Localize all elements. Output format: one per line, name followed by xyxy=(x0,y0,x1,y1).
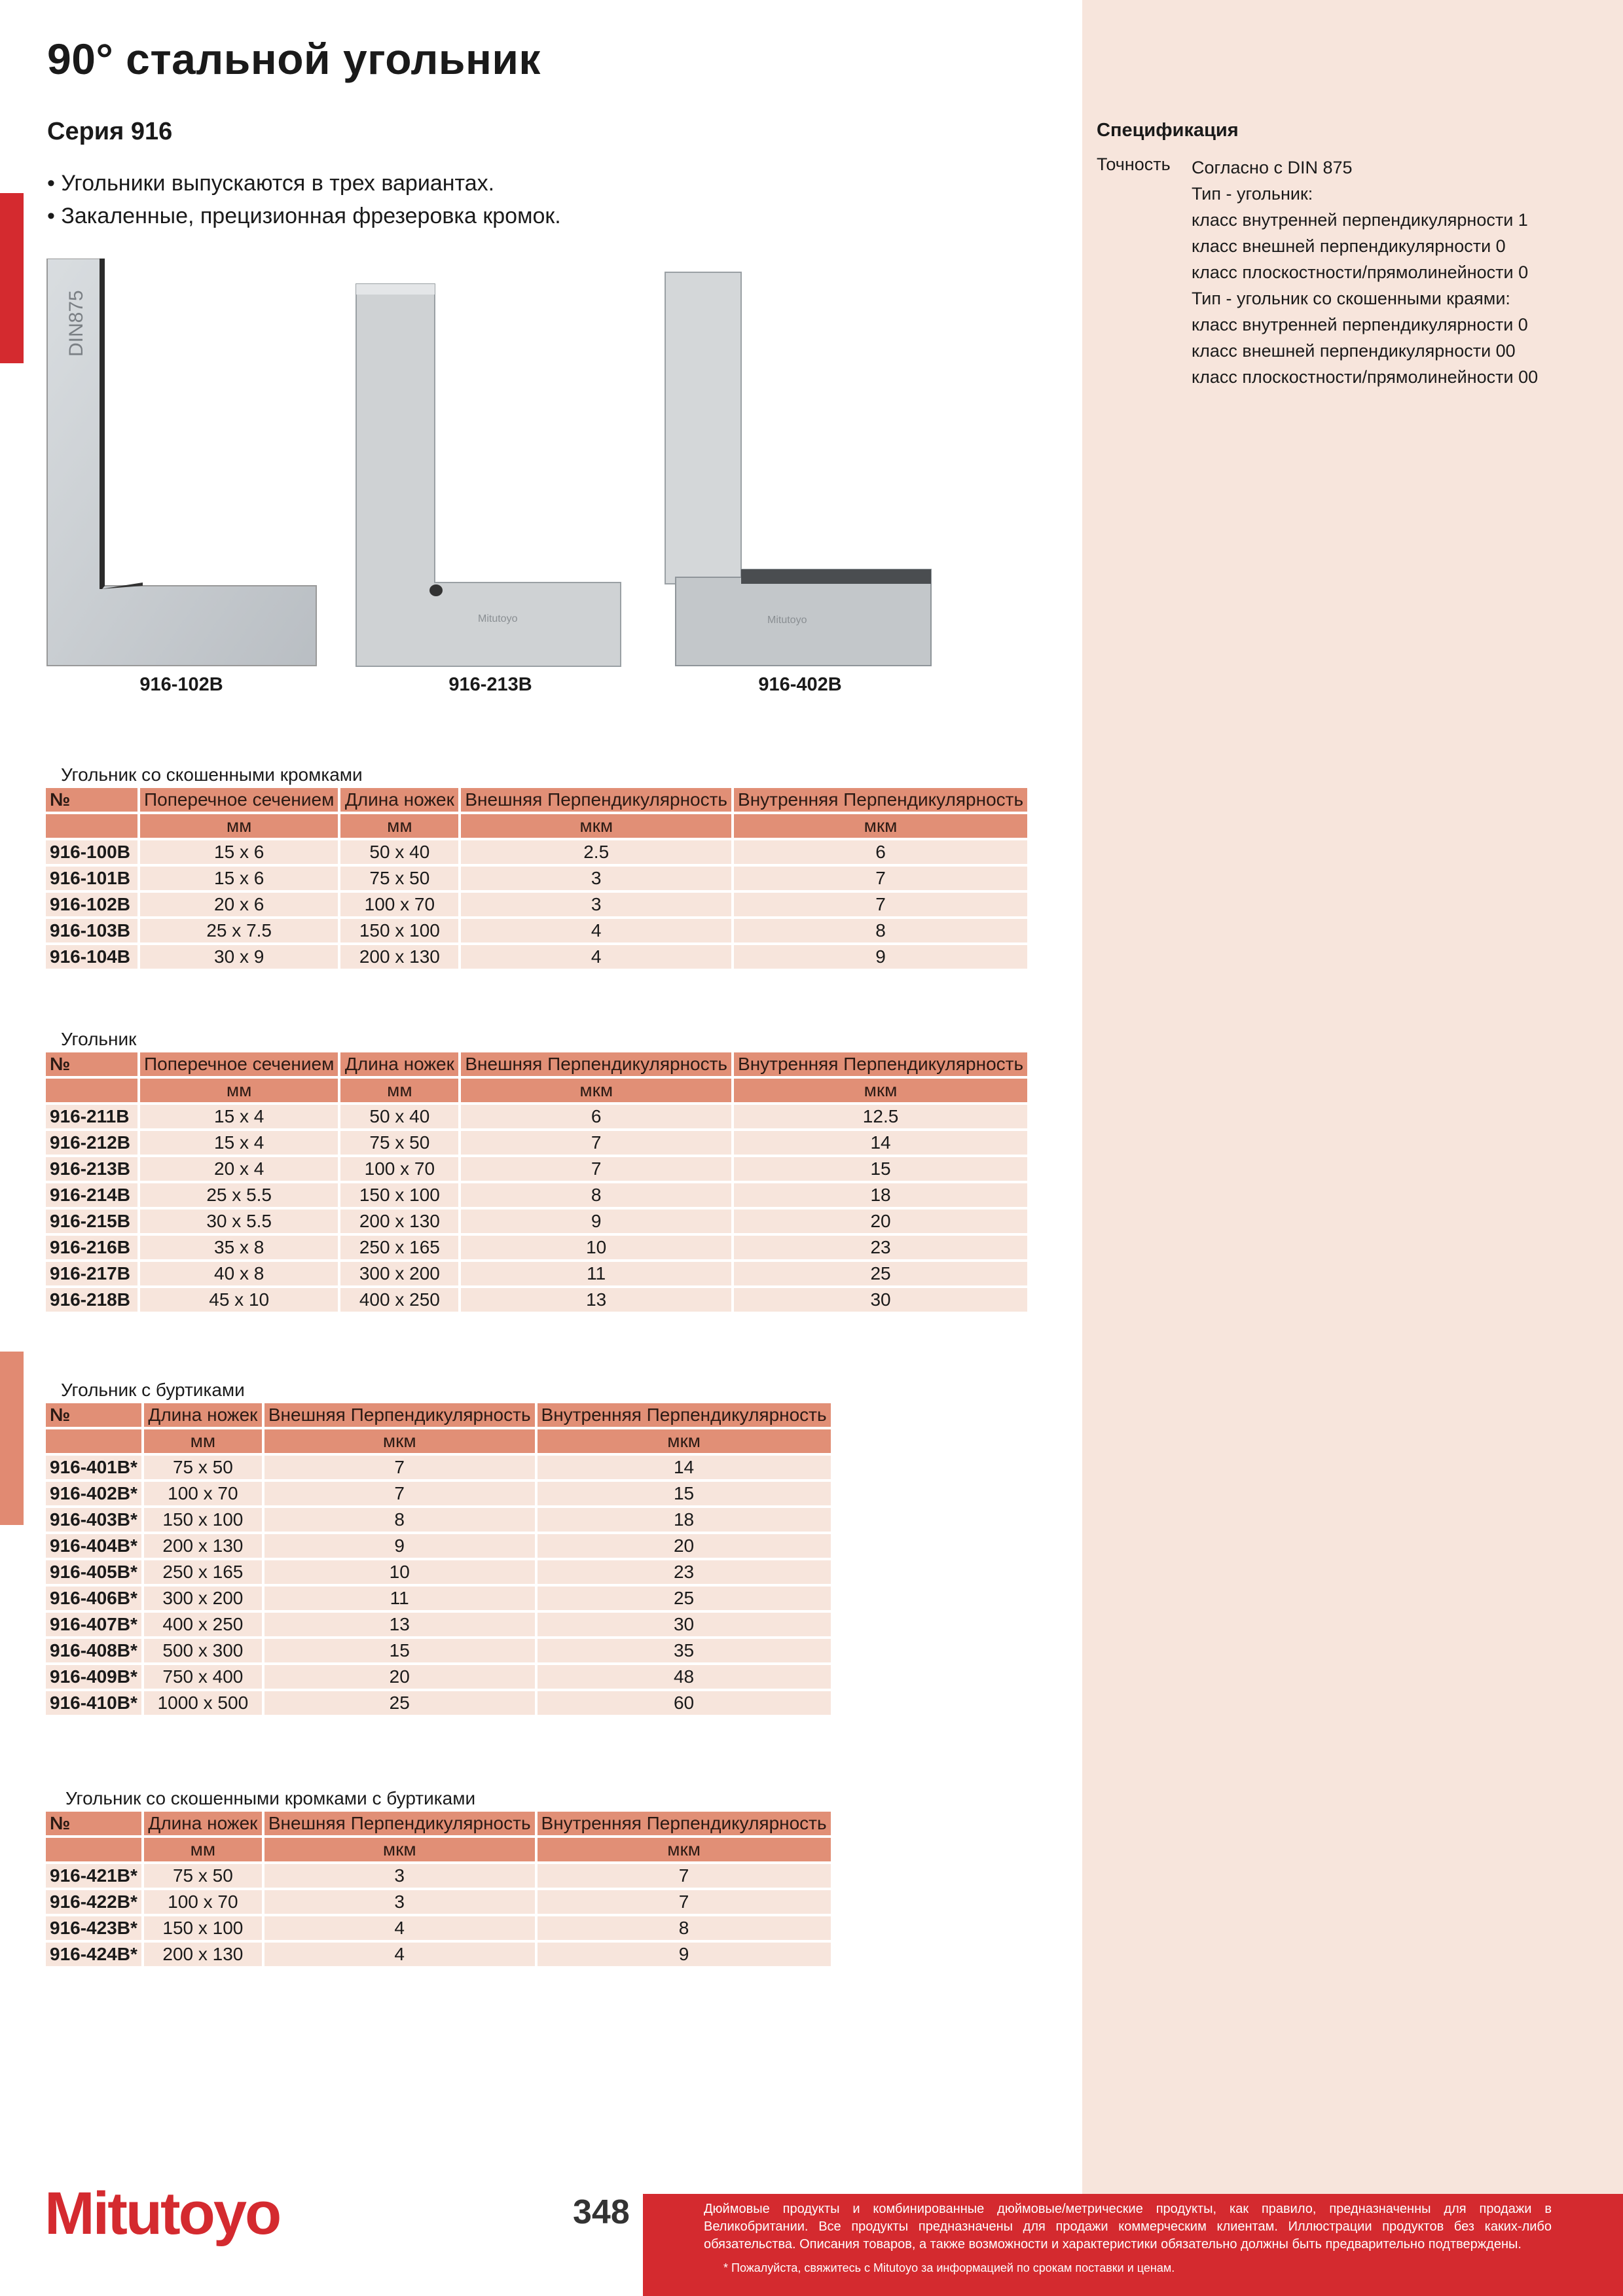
table-header-row xyxy=(46,814,1027,838)
spec-table-with-lugs xyxy=(43,1401,833,1717)
table-cell: 4 xyxy=(461,919,731,942)
header-unit-cell: мм xyxy=(140,814,338,838)
header-unit-cell: мм xyxy=(340,1079,458,1102)
table-cell: 20 xyxy=(734,1210,1027,1233)
table-row xyxy=(46,1560,831,1584)
footer-note: * Пожалуйста, свяжитесь с Mitutoyo за информацией по срокам поставки и ценам. xyxy=(723,2261,1175,2274)
section-tab-red xyxy=(0,193,24,363)
table-header-row xyxy=(46,788,1027,812)
table-caption: Угольник со скошенными кромками xyxy=(61,764,363,785)
table-cell: 13 xyxy=(264,1613,535,1636)
spec-table-beveled xyxy=(43,785,1030,971)
table-cell: 500 x 300 xyxy=(144,1639,262,1662)
table-cell: 8 xyxy=(734,919,1027,942)
table-cell: 25 x 7.5 xyxy=(140,919,338,942)
table-cell: 20 x 6 xyxy=(140,893,338,916)
feature-item: • Закаленные, прецизионная фрезеровка кромок. xyxy=(47,200,561,232)
model-cell: 916-218B xyxy=(46,1288,137,1312)
header-cell: Внутренняя Перпендикулярность xyxy=(538,1403,831,1427)
table-cell: 100 x 70 xyxy=(340,1157,458,1181)
table-row xyxy=(46,1288,1027,1312)
table-cell: 7 xyxy=(538,1890,831,1914)
table-cell: 25 xyxy=(538,1587,831,1610)
table-row xyxy=(46,1236,1027,1259)
table-row xyxy=(46,893,1027,916)
table-cell: 35 xyxy=(538,1639,831,1662)
table-row xyxy=(46,1482,831,1505)
table-header-row xyxy=(46,1429,831,1453)
model-cell: 916-421B* xyxy=(46,1864,141,1888)
table-cell: 14 xyxy=(538,1456,831,1479)
table-row xyxy=(46,1131,1027,1155)
brand-engraving: Mitutoyo xyxy=(478,613,518,624)
table-row xyxy=(46,1262,1027,1285)
table-cell: 15 x 4 xyxy=(140,1131,338,1155)
table-row xyxy=(46,1943,831,1966)
table-row xyxy=(46,840,1027,864)
header-cell: Длина ножек xyxy=(144,1812,262,1835)
product-photo-916-102B xyxy=(45,259,319,668)
model-cell: 916-104B xyxy=(46,945,137,969)
table-cell: 4 xyxy=(264,1916,535,1940)
model-cell: 916-424B* xyxy=(46,1943,141,1966)
table-cell: 20 x 4 xyxy=(140,1157,338,1181)
model-cell: 916-212B xyxy=(46,1131,137,1155)
table-cell: 35 x 8 xyxy=(140,1236,338,1259)
model-cell: 916-216B xyxy=(46,1236,137,1259)
table-row xyxy=(46,1691,831,1715)
table-cell: 3 xyxy=(461,893,731,916)
table-cell: 7 xyxy=(734,893,1027,916)
spec-line: Согласно с DIN 875 xyxy=(1192,158,1353,177)
header-cell: Внутренняя Перпендикулярность xyxy=(734,788,1027,812)
model-cell: 916-213B xyxy=(46,1157,137,1181)
table-cell: 12.5 xyxy=(734,1105,1027,1128)
product-label: 916-102B xyxy=(139,674,223,695)
table-row xyxy=(46,867,1027,890)
table-header-row xyxy=(46,1052,1027,1076)
model-cell: 916-102B xyxy=(46,893,137,916)
section-tab-salmon xyxy=(0,1352,24,1525)
table-cell: 23 xyxy=(538,1560,831,1584)
table-row xyxy=(46,1639,831,1662)
table-cell: 100 x 70 xyxy=(144,1890,262,1914)
table-cell: 8 xyxy=(538,1916,831,1940)
table-cell: 15 xyxy=(538,1482,831,1505)
table-row xyxy=(46,1183,1027,1207)
table-cell: 9 xyxy=(538,1943,831,1966)
table-caption: Угольник с буртиками xyxy=(61,1380,245,1400)
spec-lines xyxy=(1192,154,1538,390)
spec-line: класс внутренней перпендикулярности 0 xyxy=(1192,315,1528,334)
model-cell: 916-422B* xyxy=(46,1890,141,1914)
header-cell: Поперечное сечением xyxy=(140,1052,338,1076)
table-cell: 150 x 100 xyxy=(144,1508,262,1532)
header-unit-cell: мкм xyxy=(461,1079,731,1102)
table-cell: 30 xyxy=(734,1288,1027,1312)
model-cell: 916-402B* xyxy=(46,1482,141,1505)
table-cell: 3 xyxy=(264,1890,535,1914)
header-unit-cell: мкм xyxy=(264,1429,535,1453)
model-cell: 916-100B xyxy=(46,840,137,864)
table-cell: 250 x 165 xyxy=(144,1560,262,1584)
table-cell: 3 xyxy=(264,1864,535,1888)
model-cell: 916-401B* xyxy=(46,1456,141,1479)
table-cell: 300 x 200 xyxy=(144,1587,262,1610)
spec-line: класс внешней перпендикулярности 0 xyxy=(1192,236,1506,256)
table-cell: 4 xyxy=(264,1943,535,1966)
header-unit-cell xyxy=(46,1079,137,1102)
table-cell: 18 xyxy=(538,1508,831,1532)
table-cell: 6 xyxy=(461,1105,731,1128)
table-cell: 11 xyxy=(264,1587,535,1610)
table-cell: 40 x 8 xyxy=(140,1262,338,1285)
model-cell: 916-101B xyxy=(46,867,137,890)
brand-logo: Mitutoyo xyxy=(45,2180,280,2247)
header-unit-cell xyxy=(46,1838,141,1861)
table-cell: 20 xyxy=(264,1665,535,1689)
table-row xyxy=(46,1587,831,1610)
table-cell: 15 xyxy=(734,1157,1027,1181)
series-heading: Серия 916 xyxy=(47,118,173,145)
spec-line: класс внешней перпендикулярности 00 xyxy=(1192,341,1516,361)
header-unit-cell: мкм xyxy=(461,814,731,838)
table-cell: 2.5 xyxy=(461,840,731,864)
table-cell: 8 xyxy=(461,1183,731,1207)
table-cell: 30 xyxy=(538,1613,831,1636)
table-cell: 30 x 9 xyxy=(140,945,338,969)
spec-line: Тип - угольник: xyxy=(1192,184,1313,204)
table-cell: 18 xyxy=(734,1183,1027,1207)
model-cell: 916-211B xyxy=(46,1105,137,1128)
feature-item: • Угольники выпускаются в трех вариантах. xyxy=(47,167,561,200)
spec-accuracy-label: Точность xyxy=(1097,154,1171,174)
header-unit-cell: мм xyxy=(144,1429,262,1453)
table-cell: 15 xyxy=(264,1639,535,1662)
table-cell: 25 x 5.5 xyxy=(140,1183,338,1207)
table-cell: 200 x 130 xyxy=(340,1210,458,1233)
header-cell: Внутренняя Перпендикулярность xyxy=(538,1812,831,1835)
model-cell: 916-214B xyxy=(46,1183,137,1207)
table-cell: 23 xyxy=(734,1236,1027,1259)
product-photo-916-213B xyxy=(354,281,625,668)
header-unit-cell: мм xyxy=(144,1838,262,1861)
table-cell: 200 x 130 xyxy=(340,945,458,969)
footer-disclaimer: Дюймовые продукты и комбинированные дюймовые/метрические продукты, как правило, предназначенны для продажи в Великобритании. Все продукты предназначены для продажи коммерческим клиентам. Иллюстрации продуктов без каких-либо обязательства. Описания товаров, а также возможности и характеристики обязательно должны быть предварительно подтверждены. xyxy=(704,2202,1552,2251)
table-cell: 50 x 40 xyxy=(340,840,458,864)
model-cell: 916-405B* xyxy=(46,1560,141,1584)
header-cell: Длина ножек xyxy=(340,1052,458,1076)
product-label: 916-402B xyxy=(758,674,842,695)
header-unit-cell xyxy=(46,1429,141,1453)
table-row xyxy=(46,1508,831,1532)
table-row xyxy=(46,1157,1027,1181)
model-cell: 916-215B xyxy=(46,1210,137,1233)
spec-table-beveled-with-lugs xyxy=(43,1809,833,1969)
table-cell: 75 x 50 xyxy=(340,867,458,890)
header-cell: Внешняя Перпендикулярность xyxy=(264,1812,535,1835)
header-unit-cell: мкм xyxy=(734,814,1027,838)
product-photo-916-402B xyxy=(663,270,934,668)
table-header-row xyxy=(46,1403,831,1427)
table-cell: 100 x 70 xyxy=(144,1482,262,1505)
model-cell: 916-103B xyxy=(46,919,137,942)
header-unit-cell: мкм xyxy=(538,1838,831,1861)
table-cell: 100 x 70 xyxy=(340,893,458,916)
table-header-row xyxy=(46,1838,831,1861)
table-cell: 300 x 200 xyxy=(340,1262,458,1285)
spec-line: класс внутренней перпендикулярности 1 xyxy=(1192,210,1528,230)
header-unit-cell: мм xyxy=(140,1079,338,1102)
model-cell: 916-217B xyxy=(46,1262,137,1285)
table-row xyxy=(46,945,1027,969)
model-cell: 916-407B* xyxy=(46,1613,141,1636)
model-cell: 916-406B* xyxy=(46,1587,141,1610)
table-row xyxy=(46,1665,831,1689)
model-cell: 916-423B* xyxy=(46,1916,141,1940)
table-cell: 7 xyxy=(538,1864,831,1888)
table-cell: 250 x 165 xyxy=(340,1236,458,1259)
table-row xyxy=(46,1105,1027,1128)
header-unit-cell: мкм xyxy=(538,1429,831,1453)
table-cell: 8 xyxy=(264,1508,535,1532)
table-cell: 13 xyxy=(461,1288,731,1312)
model-cell: 916-409B* xyxy=(46,1665,141,1689)
table-header-row xyxy=(46,1812,831,1835)
table-row xyxy=(46,1890,831,1914)
table-cell: 1000 x 500 xyxy=(144,1691,262,1715)
table-cell: 15 x 6 xyxy=(140,867,338,890)
table-cell: 150 x 100 xyxy=(340,919,458,942)
table-cell: 10 xyxy=(461,1236,731,1259)
page-number: 348 xyxy=(573,2193,630,2231)
table-row xyxy=(46,1613,831,1636)
table-cell: 75 x 50 xyxy=(144,1864,262,1888)
table-cell: 25 xyxy=(734,1262,1027,1285)
table-cell: 7 xyxy=(461,1131,731,1155)
table-cell: 45 x 10 xyxy=(140,1288,338,1312)
table-cell: 25 xyxy=(264,1691,535,1715)
header-cell: Длина ножек xyxy=(144,1403,262,1427)
din-engraving: DIN875 xyxy=(65,290,87,357)
spec-line: Тип - угольник со скошенными краями: xyxy=(1192,289,1510,308)
table-cell: 4 xyxy=(461,945,731,969)
header-unit-cell: мкм xyxy=(264,1838,535,1861)
table-cell: 200 x 130 xyxy=(144,1943,262,1966)
header-cell: Внешняя Перпендикулярность xyxy=(461,788,731,812)
table-cell: 200 x 130 xyxy=(144,1534,262,1558)
table-caption: Угольник со скошенными кромками с буртиками xyxy=(65,1788,476,1808)
table-cell: 7 xyxy=(734,867,1027,890)
spec-title: Спецификация xyxy=(1097,120,1239,141)
model-cell: 916-404B* xyxy=(46,1534,141,1558)
table-row xyxy=(46,919,1027,942)
table-cell: 7 xyxy=(461,1157,731,1181)
table-cell: 20 xyxy=(538,1534,831,1558)
model-cell: 916-410B* xyxy=(46,1691,141,1715)
table-cell: 75 x 50 xyxy=(340,1131,458,1155)
table-cell: 150 x 100 xyxy=(340,1183,458,1207)
header-cell: № xyxy=(46,788,137,812)
spec-line: класс плоскостности/прямолинейности 0 xyxy=(1192,262,1529,282)
table-row xyxy=(46,1916,831,1940)
brand-engraving: Mitutoyo xyxy=(767,615,807,626)
table-cell: 15 x 6 xyxy=(140,840,338,864)
table-cell: 50 x 40 xyxy=(340,1105,458,1128)
header-cell: № xyxy=(46,1812,141,1835)
feature-list xyxy=(47,167,561,232)
table-cell: 75 x 50 xyxy=(144,1456,262,1479)
table-cell: 400 x 250 xyxy=(144,1613,262,1636)
table-cell: 10 xyxy=(264,1560,535,1584)
header-cell: Внешняя Перпендикулярность xyxy=(264,1403,535,1427)
header-cell: Поперечное сечением xyxy=(140,788,338,812)
table-header-row xyxy=(46,1079,1027,1102)
header-unit-cell: мм xyxy=(340,814,458,838)
header-cell: Длина ножек xyxy=(340,788,458,812)
table-cell: 11 xyxy=(461,1262,731,1285)
product-label: 916-213B xyxy=(448,674,532,695)
table-cell: 30 x 5.5 xyxy=(140,1210,338,1233)
table-cell: 750 x 400 xyxy=(144,1665,262,1689)
table-cell: 3 xyxy=(461,867,731,890)
header-unit-cell xyxy=(46,814,137,838)
table-row xyxy=(46,1210,1027,1233)
table-cell: 7 xyxy=(264,1482,535,1505)
table-cell: 9 xyxy=(461,1210,731,1233)
table-row xyxy=(46,1456,831,1479)
table-cell: 6 xyxy=(734,840,1027,864)
table-row xyxy=(46,1864,831,1888)
spec-line: класс плоскостности/прямолинейности 00 xyxy=(1192,367,1539,387)
table-cell: 60 xyxy=(538,1691,831,1715)
table-cell: 14 xyxy=(734,1131,1027,1155)
header-cell: Внутренняя Перпендикулярность xyxy=(734,1052,1027,1076)
spec-table-standard xyxy=(43,1050,1030,1314)
header-unit-cell: мкм xyxy=(734,1079,1027,1102)
table-row xyxy=(46,1534,831,1558)
table-cell: 48 xyxy=(538,1665,831,1689)
table-cell: 400 x 250 xyxy=(340,1288,458,1312)
table-cell: 9 xyxy=(264,1534,535,1558)
table-cell: 7 xyxy=(264,1456,535,1479)
table-cell: 15 x 4 xyxy=(140,1105,338,1128)
table-cell: 150 x 100 xyxy=(144,1916,262,1940)
model-cell: 916-408B* xyxy=(46,1639,141,1662)
page-title: 90° стальной угольник xyxy=(47,35,541,83)
header-cell: № xyxy=(46,1052,137,1076)
header-cell: Внешняя Перпендикулярность xyxy=(461,1052,731,1076)
table-caption: Угольник xyxy=(61,1029,137,1049)
model-cell: 916-403B* xyxy=(46,1508,141,1532)
table-cell: 9 xyxy=(734,945,1027,969)
header-cell: № xyxy=(46,1403,141,1427)
